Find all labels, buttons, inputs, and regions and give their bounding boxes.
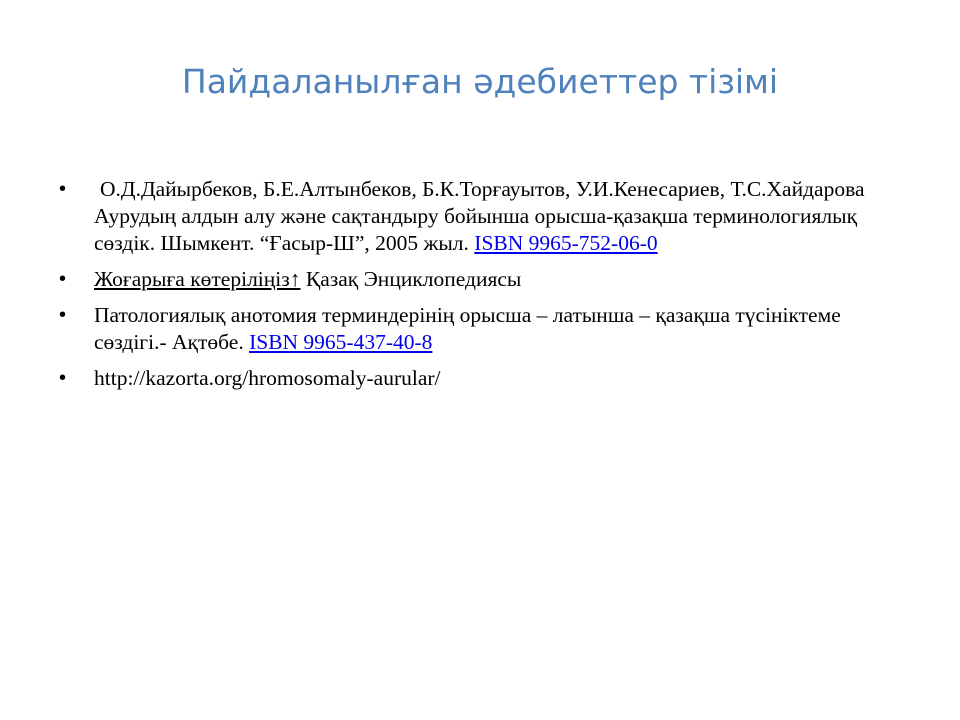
bullet-icon: • xyxy=(59,268,67,290)
reference-item-1 xyxy=(56,176,916,257)
reference-item-3 xyxy=(56,302,916,356)
reference-text: О.Д.Дайырбеков, Б.Е.Алтынбеков, Б.К.Торғауытов, У.И.Кенесариев, Т.С.Хайдарова Аурудың алдын алу және сақтандыру бойынша орысша-қазақша терминологиялық сөздік. Шымкент. “Ғасыр-Ш”, 2005 жыл. xyxy=(94,177,865,255)
back-to-top-link[interactable]: Жоғарыға көтеріліңіз↑ xyxy=(94,267,301,291)
reference-url-text: http://kazorta.org/hromosomaly-aurular/ xyxy=(94,366,441,390)
bullet-icon: • xyxy=(59,367,67,389)
reference-text: Патологиялық анотомия терминдерінің орысша – латынша – қазақша түсініктеме сөздігі.- Ақтөбе. xyxy=(94,303,841,354)
reference-item-2 xyxy=(56,266,916,293)
reference-item-4 xyxy=(56,365,916,392)
isbn-link[interactable]: ISBN 9965-437-40-8 xyxy=(249,330,433,354)
slide-title: Пайдаланылған әдебиеттер тізімі xyxy=(181,62,779,101)
slide-content xyxy=(56,176,916,401)
bullet-icon: • xyxy=(59,304,67,326)
bullet-icon: • xyxy=(59,178,67,200)
reference-text: Қазақ Энциклопедиясы xyxy=(300,267,522,291)
reference-list xyxy=(56,176,916,392)
isbn-link[interactable]: ISBN 9965-752-06-0 xyxy=(474,231,658,255)
